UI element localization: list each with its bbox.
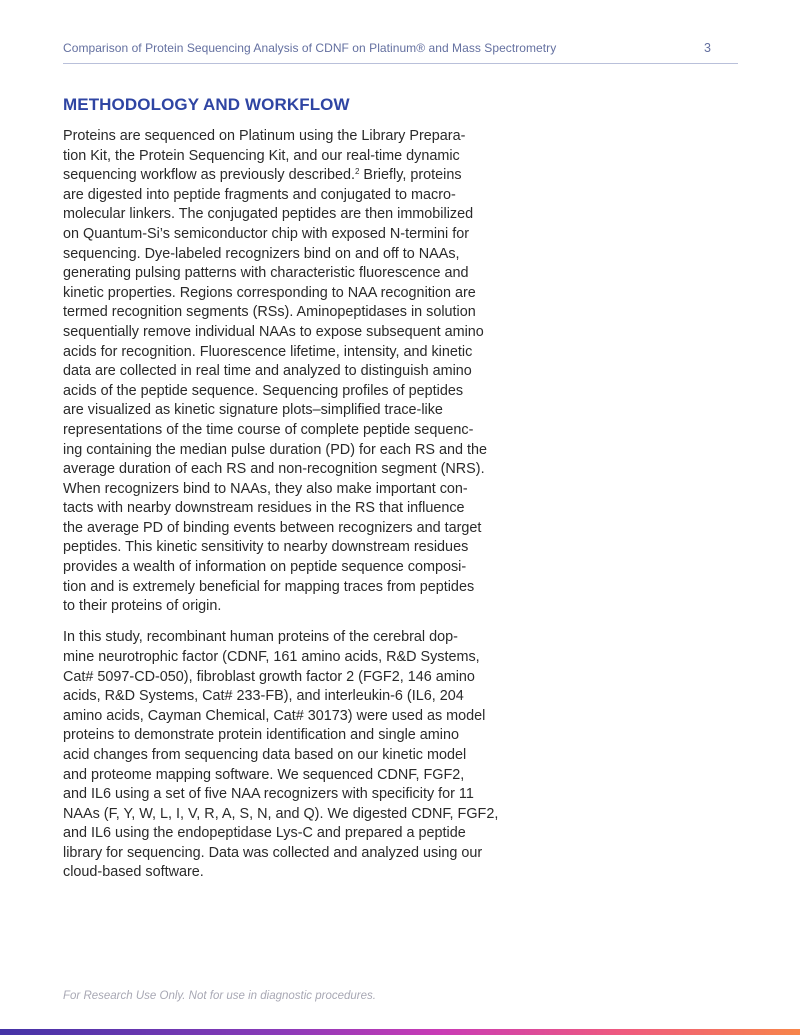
text-line: ing containing the median pulse duration (PD) for each RS and the [63,441,487,458]
text-line: mine neurotrophic factor (CDNF, 161 amino acids, R&D Systems, [63,648,480,665]
text-line: acid changes from sequencing data based on our kinetic model [63,746,467,763]
text-line: and proteome mapping software. We sequenced CDNF, FGF2, [63,766,465,783]
citation-superscript: 2 [354,167,360,177]
text-line: acids of the peptide sequence. Sequencing profiles of peptides [63,382,464,399]
text-line: acids for recognition. Fluorescence lifetime, intensity, and kinetic [63,343,473,360]
text-line-end: Briefly, proteins [359,167,462,184]
text-line: In this study, recombinant human proteins of the cerebral dop- [63,629,458,646]
body-text [63,127,508,895]
text-line: sequencing. Dye-labeled recognizers bind on and off to NAAs, [63,245,460,262]
text-line: sequentially remove individual NAAs to expose subsequent amino [63,323,484,340]
text-line: to their proteins of origin. [63,598,222,615]
text-line: kinetic properties. Regions corresponding to NAA recognition are [63,284,476,301]
text-line: tion and is extremely beneficial for mapping traces from peptides [63,578,475,595]
text-line: and IL6 using the endopeptidase Lys-C and prepared a peptide [63,825,466,842]
text-line: amino acids, Cayman Chemical, Cat# 30173) were used as model [63,707,486,724]
text-line: library for sequencing. Data was collected and analyzed using our [63,844,483,861]
text-line: generating pulsing patterns with characteristic fluorescence and [63,265,469,282]
text-line: and IL6 using a set of five NAA recognizers with specificity for 11 [63,786,474,803]
text-line: termed recognition segments (RSs). Aminopeptidases in solution [63,304,476,321]
text-line: average duration of each RS and non-recognition segment (NRS). [63,461,485,478]
text-line: are digested into peptide fragments and conjugated to macro- [63,186,456,203]
header-title: Comparison of Protein Sequencing Analysis of CDNF on Platinum® and Mass Spectrometry [63,41,557,55]
text-line: peptides. This kinetic sensitivity to nearby downstream residues [63,539,469,556]
page-header [63,41,738,64]
text-line: NAAs (F, Y, W, L, I, V, R, A, S, N, and Q). We digested CDNF, FGF2, [63,805,499,822]
text-line: are visualized as kinetic signature plots–simplified trace-like [63,402,443,419]
text-line: provides a wealth of information on peptide sequence composi- [63,559,467,576]
text-line: the average PD of binding events between recognizers and target [63,519,482,536]
footer-disclaimer: For Research Use Only. Not for use in diagnostic procedures. [63,990,376,1002]
text-line [63,166,508,186]
page-number: 3 [704,41,711,55]
text-line: proteins to demonstrate protein identification and single amino [63,727,459,744]
text-line: Cat# 5097-CD-050), fibroblast growth factor 2 (FGF2, 146 amino [63,668,475,685]
section-heading: METHODOLOGY AND WORKFLOW [63,95,350,114]
text-line: molecular linkers. The conjugated peptides are then immobilized [63,206,474,223]
paragraph-2 [63,628,508,883]
text-line: When recognizers bind to NAAs, they also make important con- [63,480,468,497]
text-line: Proteins are sequenced on Platinum using the Library Prepara- [63,128,466,144]
text-line: representations of the time course of complete peptide sequenc- [63,421,474,438]
text-line: data are collected in real time and analyzed to distinguish amino [63,363,472,380]
text-line: acids, R&D Systems, Cat# 233-FB), and interleukin-6 (IL6, 204 [63,688,464,705]
text-line: on Quantum-Si’s semiconductor chip with exposed N-termini for [63,225,470,242]
footer-gradient-bar [0,1029,800,1035]
paragraph-1 [63,127,508,617]
text-line-start: sequencing workflow as previously described. [63,167,355,184]
text-line: tacts with nearby downstream residues in the RS that influence [63,500,465,517]
text-line: cloud-based software. [63,864,204,881]
text-line: tion Kit, the Protein Sequencing Kit, and our real-time dynamic [63,147,460,164]
